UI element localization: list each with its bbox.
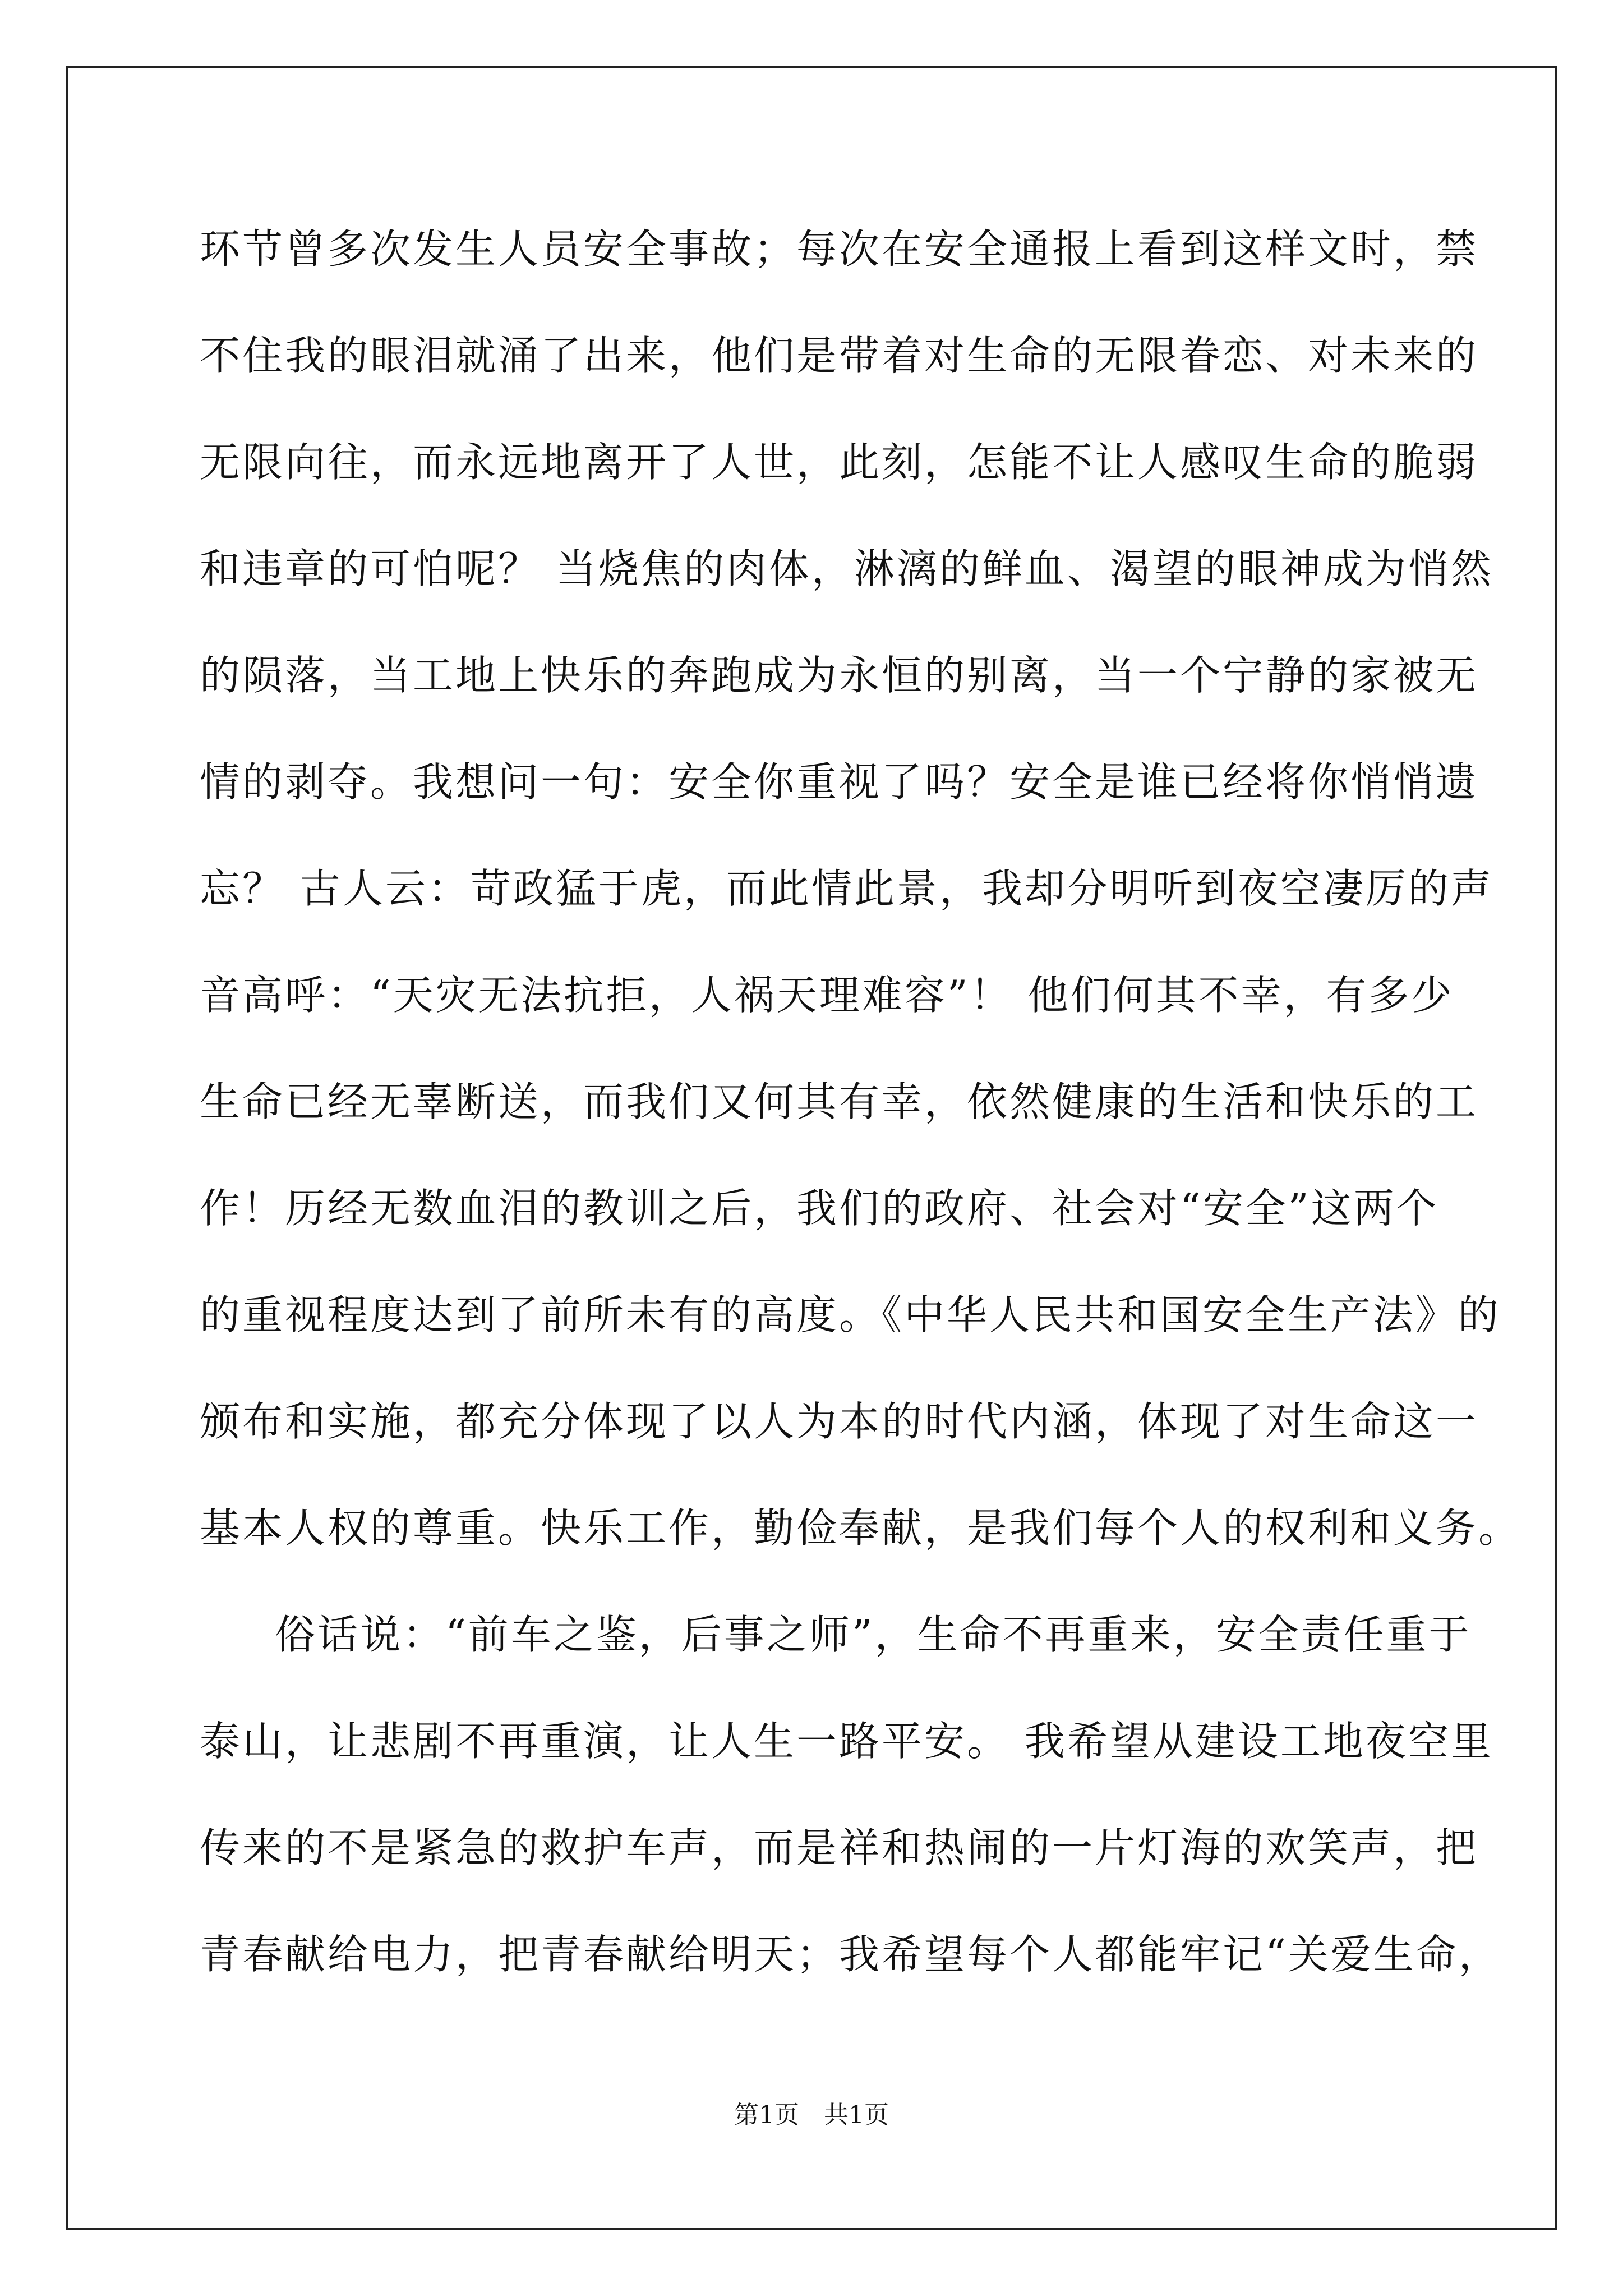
page-number: 第1页 共1页 bbox=[734, 2101, 889, 2129]
text-line-3: 无限向往，而永远地离开了人世，此刻，怎能不让人感叹生命的脆弱 bbox=[200, 439, 1479, 486]
text-line-13: 基本人权的尊重。快乐工作，勤俭奉献，是我们每个人的权利和义务。 bbox=[200, 1504, 1521, 1552]
text-line-2: 不住我的眼泪就涌了出来，他们是带着对生命的无限眷恋、对未来的 bbox=[200, 332, 1479, 379]
text-line-4: 和违章的可怕呢？ 当烧焦的肉体，淋漓的鲜血、渴望的眼神成为悄然 bbox=[200, 545, 1493, 592]
page-border bbox=[66, 66, 1557, 2230]
text-line-12: 颁布和实施，都充分体现了以人为本的时代内涵，体现了对生命这一 bbox=[200, 1398, 1479, 1445]
text-line-6: 情的剥夺。我想问一句：安全你重视了吗？安全是谁已经将你悄悄遗 bbox=[200, 758, 1479, 806]
text-line-10: 作！历经无数血泪的教训之后，我们的政府、社会对“安全”这两个 bbox=[200, 1185, 1439, 1232]
text-line-14: 俗话说：“前车之鉴，后事之师”，生命不再重来，安全责任重于 bbox=[275, 1611, 1472, 1658]
text-line-7: 忘？ 古人云：苛政猛于虎，而此情此景，我却分明听到夜空凄厉的声 bbox=[200, 865, 1493, 912]
text-line-16: 传来的不是紧急的救护车声，而是祥和热闹的一片灯海的欢笑声，把 bbox=[200, 1824, 1479, 1871]
text-line-9: 生命已经无辜断送，而我们又何其有幸，依然健康的生活和快乐的工 bbox=[200, 1078, 1479, 1125]
text-line-17: 青春献给电力，把青春献给明天；我希望每个人都能牢记“关爱生命， bbox=[200, 1931, 1501, 1978]
text-line-15: 泰山，让悲剧不再重演，让人生一路平安。 我希望从建设工地夜空里 bbox=[200, 1718, 1493, 1765]
text-line-8: 音高呼：“天灾无法抗拒，人祸天理难容”！ 他们何其不幸，有多少 bbox=[200, 972, 1454, 1019]
text-line-5: 的陨落，当工地上快乐的奔跑成为永恒的别离，当一个宁静的家被无 bbox=[200, 652, 1479, 699]
text-line-11: 的重视程度达到了前所未有的高度。《中华人民共和国安全生产法》的 bbox=[200, 1291, 1501, 1338]
text-line-1: 环节曾多次发生人员安全事故；每次在安全通报上看到这样文时，禁 bbox=[200, 226, 1479, 273]
